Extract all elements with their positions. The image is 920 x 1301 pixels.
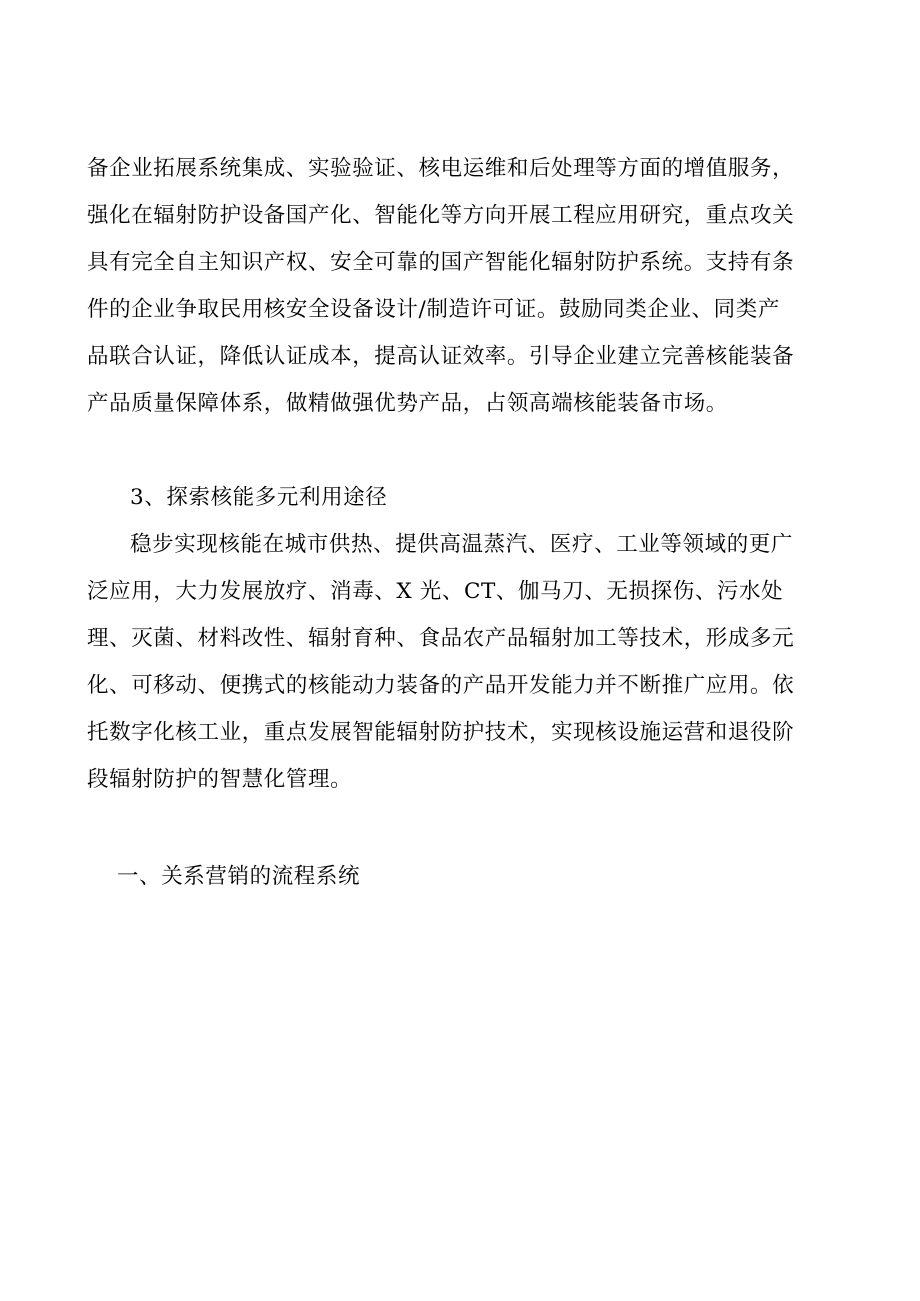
paragraph-line: 化、可移动、便携式的核能动力装备的产品开发能力并不断推广应用。依 — [87, 673, 795, 698]
paragraph-line: 具有完全自主知识产权、安全可靠的国产智能化辐射防护系统。支持有条 — [87, 250, 795, 275]
paragraph-line: 备企业拓展系统集成、实验验证、核电运维和后处理等方面的增值服务， — [87, 156, 795, 181]
paragraph-line: 理、灭菌、材料改性、辐射育种、食品农产品辐射加工等技术，形成多元 — [87, 626, 795, 651]
paragraph-line: 泛应用，大力发展放疗、消毒、X 光、CT、伽马刀、无损探伤、污水处 — [87, 579, 784, 604]
section-heading: 一、关系营销的流程系统 — [117, 864, 361, 889]
paragraph-line: 品联合认证，降低认证成本，提高认证效率。引导企业建立完善核能装备 — [87, 344, 795, 369]
paragraph-nuclear-applications — [87, 521, 837, 803]
paragraph-line: 强化在辐射防护设备国产化、智能化等方向开展工程应用研究，重点攻关 — [87, 203, 795, 228]
paragraph-line: 稳步实现核能在城市供热、提供高温蒸汽、医疗、工业等领域的更广 — [130, 532, 794, 557]
subheading-text: 3、探索核能多元利用途径 — [130, 485, 388, 510]
subheading — [87, 474, 837, 521]
paragraph-line: 件的企业争取民用核安全设备设计/制造许可证。鼓励同类企业、同类产 — [87, 297, 780, 322]
paragraph-continuation — [87, 145, 837, 427]
paragraph-line: 托数字化核工业，重点发展智能辐射防护技术，实现核设施运营和退役阶 — [87, 720, 795, 745]
paragraph-line: 段辐射防护的智慧化管理。 — [87, 767, 353, 792]
paragraph-line: 产品质量保障体系，做精做强优势产品，占领高端核能装备市场。 — [87, 391, 728, 416]
